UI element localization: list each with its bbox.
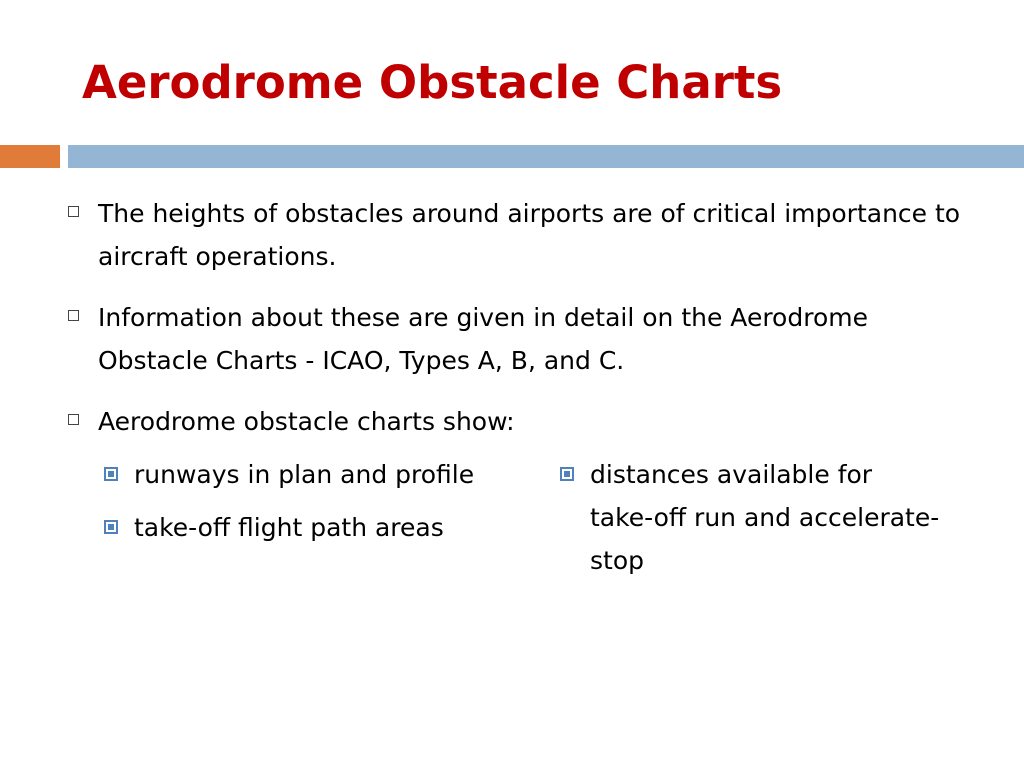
sub-bullet-text: runways in plan and profile [134,460,475,489]
bullet-item [66,400,966,443]
sub-bullet-column-left [104,453,524,559]
square-bullet-icon [68,414,79,425]
slide-title: Aerodrome Obstacle Charts [82,56,783,109]
sub-bullet-columns [66,453,966,593]
bullet-text: Aerodrome obstacle charts show: [98,407,515,436]
sub-bullet-text: take-off flight path areas [134,513,444,542]
sub-bullet-item [104,506,524,549]
sub-bullet-column-right [560,453,940,592]
filled-square-bullet-icon [104,520,118,534]
filled-square-bullet-icon [104,467,118,481]
bullet-item [66,192,966,278]
square-bullet-icon [68,310,79,321]
sub-bullet-text: distances available for take-off run and accelerate-stop [590,460,940,575]
filled-square-bullet-icon [560,467,574,481]
bullet-text: The heights of obstacles around airports are of critical importance to aircraft operations. [98,199,961,271]
title-divider-bar [68,145,1024,168]
square-bullet-icon [68,206,79,217]
sub-bullet-item [560,453,940,582]
title-accent-rule [0,145,60,168]
sub-bullet-item [104,453,524,496]
bullet-item [66,296,966,382]
bullet-text: Information about these are given in detail on the Aerodrome Obstacle Charts - ICAO, Types A, B, and C. [98,303,868,375]
slide-body [66,192,966,593]
